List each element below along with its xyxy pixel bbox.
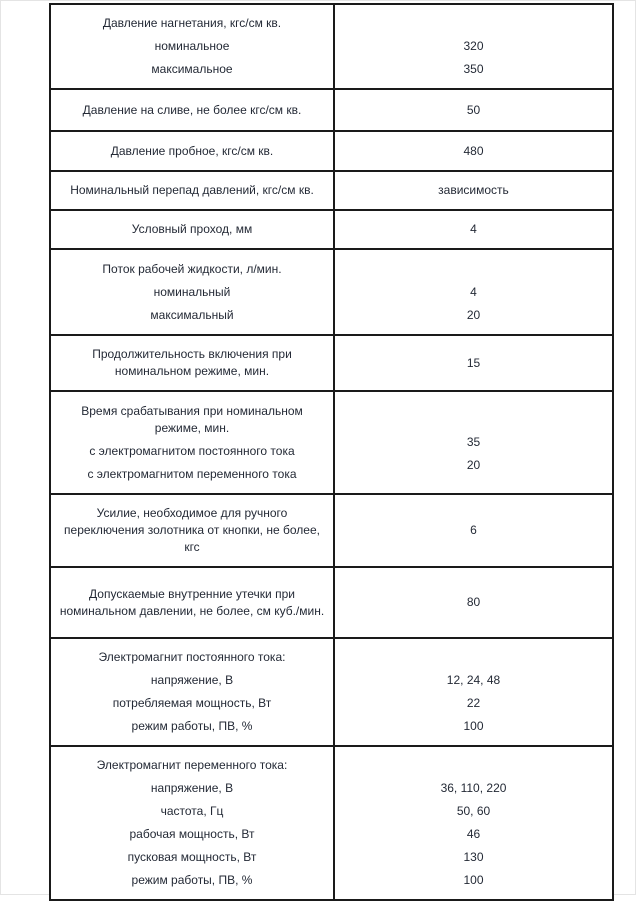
- value-line: 46: [466, 827, 481, 841]
- param-cell: [50, 89, 334, 131]
- param-label-line: Допускаемые внутренние утечки при номинальном давлении, не более, см куб./мин.: [59, 586, 325, 618]
- param-label-line: напряжение, В: [150, 673, 234, 687]
- value-line: 130: [463, 850, 484, 864]
- value-line: 12, 24, 48: [446, 673, 501, 687]
- param-label-line: частота, Гц: [160, 804, 224, 818]
- value-cell: [334, 494, 613, 567]
- table-row: [50, 494, 613, 567]
- param-label-line: Электромагнит переменного тока:: [96, 758, 288, 772]
- value-line: 22: [466, 696, 481, 710]
- param-label-line: Давление пробное, кгс/см кв.: [110, 143, 274, 158]
- table-row: [50, 89, 613, 131]
- value-line: 350: [463, 62, 484, 76]
- spec-table-body: [50, 4, 613, 900]
- param-label-line: с электромагнитом постоянного тока: [89, 443, 295, 458]
- value-line: 50, 60: [456, 804, 491, 818]
- table-row: [50, 567, 613, 638]
- value-cell: [334, 567, 613, 638]
- value-cell: [334, 171, 613, 210]
- table-row: [50, 131, 613, 171]
- value-line: [341, 411, 606, 428]
- param-label-line: Электромагнит постоянного тока:: [98, 650, 286, 664]
- value-line: 6: [470, 523, 477, 537]
- value-line: 320: [463, 39, 484, 53]
- param-cell: [50, 494, 334, 567]
- param-cell: [50, 746, 334, 900]
- value-line: 15: [466, 355, 481, 370]
- param-label-line: Время срабатывания при номинальном режиме, мин.: [81, 403, 303, 435]
- param-label-line: режим работы, ПВ, %: [131, 873, 253, 887]
- param-cell: [50, 131, 334, 171]
- value-line: 50: [466, 102, 481, 117]
- value-line: 20: [466, 307, 481, 322]
- param-cell: [50, 171, 334, 210]
- param-label-line: пусковая мощность, Вт: [127, 850, 257, 864]
- value-line: 100: [463, 719, 484, 733]
- param-label-line: номинальный: [153, 284, 231, 299]
- value-cell: [334, 210, 613, 249]
- table-row: [50, 171, 613, 210]
- value-line: 20: [466, 458, 481, 472]
- value-cell: [334, 131, 613, 171]
- table-row: [50, 4, 613, 89]
- table-row: [50, 746, 613, 900]
- param-label-line: рабочая мощность, Вт: [129, 827, 255, 841]
- param-label-line: Поток рабочей жидкости, л/мин.: [102, 261, 282, 276]
- value-cell: [334, 335, 613, 391]
- value-cell: [334, 89, 613, 131]
- param-label-line: с электромагнитом переменного тока: [87, 466, 297, 481]
- value-cell: [334, 391, 613, 494]
- param-label-line: Давление нагнетания, кгс/см кв.: [102, 16, 282, 30]
- value-line: 480: [463, 143, 484, 158]
- table-row: [50, 249, 613, 335]
- value-line: 4: [470, 222, 477, 236]
- param-label-line: Продолжительность включения при номинальном режиме, мин.: [92, 347, 292, 378]
- table-row: [50, 391, 613, 494]
- param-label-line: Усилие, необходимое для ручного переключения золотника от кнопки, не более, кгс: [64, 506, 320, 554]
- param-cell: [50, 4, 334, 89]
- value-cell: [334, 249, 613, 335]
- value-line: [341, 649, 606, 666]
- table-row: [50, 638, 613, 746]
- param-label-line: напряжение, В: [150, 781, 234, 795]
- param-cell: [50, 391, 334, 494]
- value-line: зависимость: [438, 183, 509, 197]
- param-cell: [50, 638, 334, 746]
- param-cell: [50, 249, 334, 335]
- param-label-line: потребляемая мощность, Вт: [112, 696, 272, 710]
- value-line: 100: [463, 873, 484, 887]
- table-row: [50, 335, 613, 391]
- value-line: [341, 757, 606, 774]
- value-cell: [334, 4, 613, 89]
- value-line: 80: [466, 595, 481, 609]
- param-cell: [50, 210, 334, 249]
- value-line: [341, 261, 606, 278]
- value-line: 36, 110, 220: [440, 781, 507, 795]
- value-cell: [334, 746, 613, 900]
- table-row: [50, 210, 613, 249]
- param-label-line: режим работы, ПВ, %: [131, 719, 253, 733]
- param-label-line: Условный проход, мм: [131, 222, 253, 236]
- param-label-line: Давление на сливе, не более кгс/см кв.: [82, 102, 302, 117]
- param-label-line: максимальный: [150, 307, 234, 322]
- value-line: 35: [466, 435, 481, 449]
- param-label-line: номинальное: [154, 39, 230, 53]
- param-cell: [50, 335, 334, 391]
- param-label-line: максимальное: [151, 62, 233, 76]
- param-label-line: Номинальный перепад давлений, кгс/см кв.: [70, 183, 314, 197]
- value-line: [341, 15, 606, 32]
- spec-table: [49, 3, 614, 901]
- value-cell: [334, 638, 613, 746]
- param-cell: [50, 567, 334, 638]
- value-line: 4: [470, 284, 477, 299]
